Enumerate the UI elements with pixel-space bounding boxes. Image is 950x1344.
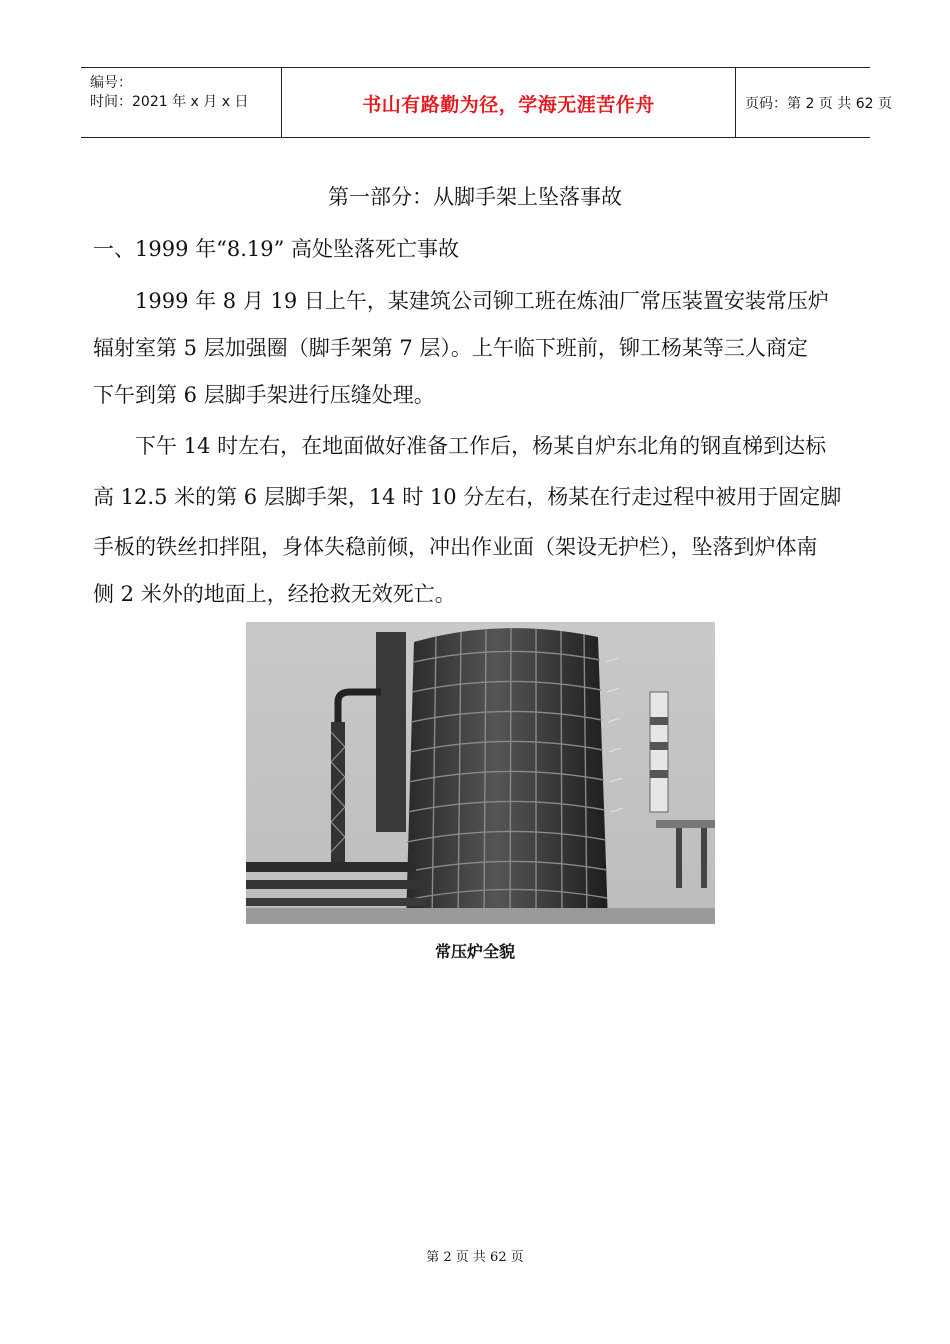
- document-date: 时间：2021 年 x 月 x 日: [90, 94, 249, 110]
- section-title: 第一部分：从脚手架上坠落事故: [328, 185, 622, 209]
- page-footer: 第 2 页 共 62 页: [426, 1250, 524, 1265]
- paragraph2-line2: 高 12.5 米的第 6 层脚手架，14 时 10 分左右，杨某在行走过程中被用于固定脚: [93, 485, 842, 509]
- document-number-label: 编号：: [90, 75, 132, 91]
- figure-caption: 常压炉全貌: [434, 942, 515, 961]
- paragraph1-line2: 辐射室第 5 层加强圈（脚手架第 7 层）。上午临下班前，铆工杨某等三人商定: [93, 336, 808, 360]
- paragraph2-line1: 下午 14 时左右，在地面做好准备工作后，杨某自炉东北角的钢直梯到达标: [135, 434, 827, 458]
- paragraph1-line3: 下午到第 6 层脚手架进行压缝处理。: [93, 383, 435, 407]
- header-motto: 书山有路勤为径，学海无涯苦作舟: [362, 94, 655, 116]
- subheading: 一、1999 年“8.19” 高处坠落死亡事故: [93, 237, 460, 261]
- paragraph2-line3: 手板的铁丝扣拌阻，身体失稳前倾，冲出作业面（架设无护栏），坠落到炉体南: [93, 535, 818, 559]
- header-info-cell: [81, 68, 281, 137]
- paragraph1-line1: 1999 年 8 月 19 日上午，某建筑公司铆工班在炼油厂常压装置安装常压炉: [135, 289, 829, 313]
- header-page-number: 页码：第 2 页 共 62 页: [745, 96, 892, 112]
- header-motto-cell: [281, 68, 736, 137]
- paragraph2-line4: 侧 2 米外的地面上，经抢救无效死亡。: [93, 582, 456, 606]
- header-table: [81, 67, 892, 138]
- header-page-cell: [735, 68, 892, 137]
- furnace-photo: [246, 622, 715, 924]
